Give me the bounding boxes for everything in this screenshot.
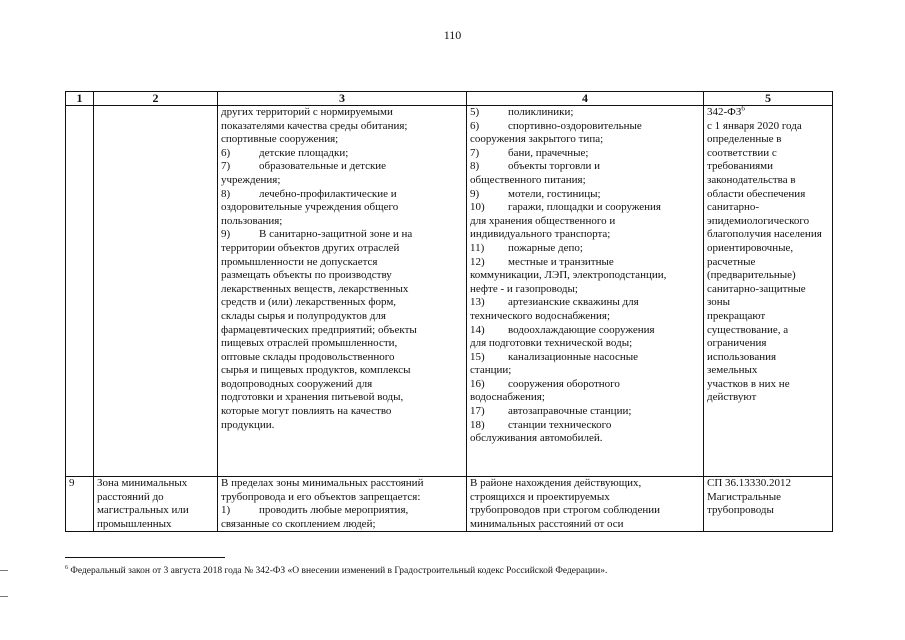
text-line: пользования; <box>221 214 283 227</box>
row2-zone-name-cell <box>94 477 218 532</box>
text-line: использования земельных <box>707 350 779 377</box>
text-line: размещать объекты по производству <box>221 269 392 282</box>
text-line: В пределах зоны минимальных расстояний <box>221 477 424 489</box>
text-line: которые могут повлиять на качество <box>221 405 392 418</box>
text-line: для подготовки технической воды; <box>470 337 633 350</box>
row2-legal-basis-cell <box>704 477 833 532</box>
text-line: трубопровода и его объектов запрещается: <box>221 490 421 503</box>
text-line: оздоровительные учреждения общего <box>221 201 399 214</box>
text-line: магистральных или <box>97 504 189 517</box>
text-line: нефте - и газопроводы; <box>470 282 578 295</box>
text-line: 11) пожарные депо; <box>470 241 583 254</box>
scan-margin-mark <box>0 596 8 597</box>
text-line: (предварительные) <box>707 269 796 282</box>
law-reference-text: 342-ФЗ <box>707 106 742 118</box>
text-line: лекарственных веществ, лекарственных <box>221 282 409 295</box>
row2-prohibitions-cell <box>218 477 467 532</box>
text-line: обслуживания автомобилей. <box>470 432 603 445</box>
text-line: строящихся и проектируемых <box>470 490 610 503</box>
row2-conditions-cell <box>467 477 704 532</box>
text-line: 10) гаражи, площадки и сооружения <box>470 201 661 214</box>
text-line: склады сырья и полупродуктов для <box>221 309 386 322</box>
text-line: пищевых отраслей промышленности, <box>221 337 398 350</box>
text-line: станции; <box>470 364 512 377</box>
text-line: санитарно-защитные зоны <box>707 282 809 309</box>
text-line: подготовки и хранения питьевой воды, <box>221 391 404 404</box>
text-line: водоснабжения; <box>470 391 545 404</box>
text-line: индивидуального транспорта; <box>470 228 611 241</box>
text-line: 7) бани, прачечные; <box>470 146 589 159</box>
text-line: для хранения общественного и <box>470 214 616 227</box>
text-line: 9) В санитарно-защитной зоне и на <box>221 228 413 241</box>
text-line: 6) детские площадки; <box>221 146 349 159</box>
text-line: трубопроводов при строгом соблюдении <box>470 504 661 517</box>
text-line: участков в них не <box>707 377 790 390</box>
text-line: трубопроводы <box>707 504 774 517</box>
header-cell-3: 3 <box>218 92 467 106</box>
text-line: спортивные сооружения; <box>221 133 339 146</box>
text-line: 13) артезианские скважины для <box>470 296 639 309</box>
text-line: 8) лечебно-профилактические и <box>221 187 397 200</box>
text-line: 16) сооружения оборотного <box>470 377 620 390</box>
row1-allowed-objects-cell <box>467 106 704 477</box>
text-line: ориентировочные, <box>707 241 794 254</box>
scan-margin-mark <box>0 570 8 571</box>
text-line: законодательства в <box>707 173 796 186</box>
text-line: территории объектов других отраслей <box>221 241 400 254</box>
footnote <box>65 566 607 576</box>
table-row <box>66 106 833 477</box>
text-line: требованиями <box>707 160 774 173</box>
text-line: сооружения закрытого типа; <box>470 133 604 146</box>
row1-legal-basis-cell <box>704 106 833 477</box>
text-line: расстояний до <box>97 490 164 503</box>
table-row <box>66 477 833 532</box>
text-line: показателями качества среды обитания; <box>221 119 408 132</box>
text-line: СП 36.13330.2012 <box>707 477 792 489</box>
text-line: благополучия населения <box>707 228 822 241</box>
header-cell-2: 2 <box>94 92 218 106</box>
text-line: 9) мотели, гостиницы; <box>470 187 601 200</box>
text-line: 5) поликлиники; <box>470 106 574 118</box>
footnote-text: Федеральный закон от 3 августа 2018 года № 342-ФЗ «О внесении изменений в Градостроительный кодекс Российской Федерации». <box>70 566 608 576</box>
text-line: санитарно- <box>707 201 760 214</box>
header-cell-4: 4 <box>467 92 704 106</box>
text-line: фармацевтических предприятий; объекты <box>221 323 417 336</box>
row-number: 9 <box>69 477 75 489</box>
text-line: В районе нахождения действующих, <box>470 477 642 489</box>
text-line: 8) объекты торговли и <box>470 160 601 173</box>
header-cell-1: 1 <box>66 92 94 106</box>
text-line: учреждения; <box>221 173 281 186</box>
text-line: действуют <box>707 391 757 404</box>
text-line: коммуникации, ЛЭП, электроподстанции, <box>470 269 667 282</box>
text-line: оптовые склады продовольственного <box>221 350 395 363</box>
text-line: 1) проводить любые мероприятия, <box>221 504 409 517</box>
text-line: технического водоснабжения; <box>470 309 611 322</box>
law-reference <box>707 106 829 120</box>
footnote-marker: 6 <box>741 106 745 113</box>
text-line: области обеспечения <box>707 187 806 200</box>
text-line: 12) местные и транзитные <box>470 255 614 268</box>
text-line: связанные со скоплением людей; <box>221 517 376 530</box>
text-line: 6) спортивно-оздоровительные <box>470 119 642 132</box>
text-line: Зона минимальных <box>97 477 188 489</box>
table-header-row <box>66 92 833 106</box>
page-number: 110 <box>443 28 462 42</box>
text-line: средств и (или) лекарственных форм, <box>221 296 397 309</box>
text-line: эпидемиологического <box>707 214 810 227</box>
text-line: Магистральные <box>707 490 782 503</box>
regulation-table <box>65 91 833 532</box>
text-line: минимальных расстояний от оси <box>470 517 624 530</box>
text-line: расчетные <box>707 255 756 268</box>
row1-prohibitions-cell <box>218 106 467 477</box>
text-line: с 1 января 2020 года <box>707 119 802 132</box>
text-line: 14) водоохлаждающие сооружения <box>470 323 655 336</box>
text-line: сырья и пищевых продуктов, комплексы <box>221 364 411 377</box>
text-line: продукции. <box>221 418 275 431</box>
text-line: водопроводных сооружений для <box>221 377 373 390</box>
row2-number-cell <box>66 477 94 532</box>
header-cell-5: 5 <box>704 92 833 106</box>
text-line: соответствии с <box>707 146 777 159</box>
text-line: существование, а <box>707 323 789 336</box>
row1-col1-cell <box>66 106 94 477</box>
text-line: прекращают <box>707 309 766 322</box>
footnote-separator <box>65 557 225 558</box>
text-line: ограничения <box>707 337 767 350</box>
text-line: промышленности не допускается <box>221 255 378 268</box>
text-line: 15) канализационные насосные <box>470 350 639 363</box>
text-line: общественного питания; <box>470 173 586 186</box>
text-line: 17) автозаправочные станции; <box>470 405 632 418</box>
text-line: промышленных <box>97 517 172 530</box>
text-line: других территорий с нормируемыми <box>221 106 393 118</box>
row1-col2-cell <box>94 106 218 477</box>
text-line: определенные в <box>707 133 782 146</box>
text-line: 7) образовательные и детские <box>221 160 387 173</box>
footnote-marker: 6 <box>65 564 68 571</box>
text-line: 18) станции технического <box>470 418 612 431</box>
